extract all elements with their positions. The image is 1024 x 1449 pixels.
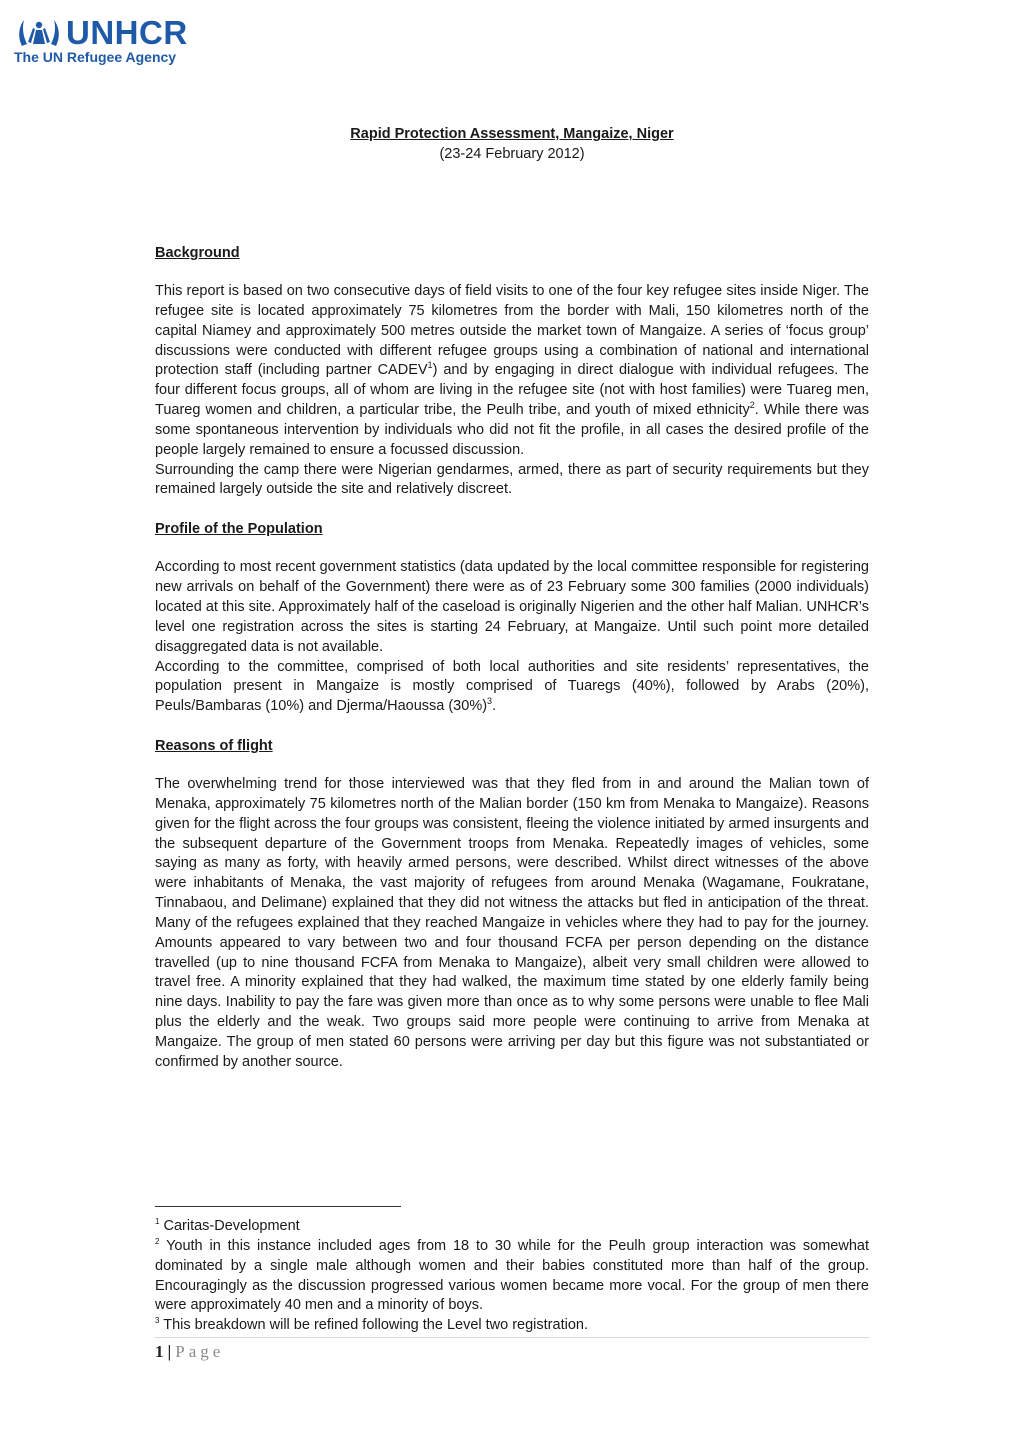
section-profile — [155, 558, 869, 717]
reasons-paragraph-1: The overwhelming trend for those interviewed was that they fled from in and around the Malian town of Menaka, approximately 75 kilometres north of the Malian border (150 km from Menaka to Mangaize). Reasons given for the flight across the four groups was consistent, fleeing the violence initiated by armed insurgents and the subsequent departure of the Government troops from Menaka. Repeatedly images of vehicles, some saying as many as forty, with heavily armed persons, were described. Whilst direct witnesses of the above were inhabitants of Menaka, the vast majority of refugees from around Menaka (Wagamane, Foukratane, Tinnabaou, and Delimane) explained that they did not witness the attacks but fled in anticipation of the threat. Many of the refugees explained that they reached Mangaize in vehicles where they had to pay for the journey. Amounts appeared to vary between two and four thousand FCFA per person depending on the distance travelled (up to nine thousand FCFA from Menaka to Mangaize), albeit very small children were allowed to travel free. A minority explained that they had walked, the maximum time stated by one elderly family being nine days. Inability to pay the fare was given more than once as to why some persons were unable to flee Mali plus the elderly and the weak. Two groups said more people were continuing to arrive from Menaka at Mangaize. The group of men stated 60 persons were arriving per day but this figure was not substantiated or confirmed by another source. — [155, 776, 869, 1070]
background-paragraph-1 — [155, 282, 869, 461]
unhcr-logo — [8, 10, 198, 66]
document-body — [155, 124, 869, 1073]
footnote-text: Youth in this instance included ages from 18 to 30 while for the Peulh group interaction was somewhat dominated by a single male although women and their babies constituted more than half of the group. Encouragingly as the discussion progressed various women became more vocal. For the group of men there were approximately 40 men and a minority of boys. — [155, 1237, 869, 1314]
heading-reasons: Reasons of flight — [155, 738, 273, 755]
footnote-text: Caritas-Development — [163, 1218, 300, 1234]
unhcr-emblem-icon — [16, 16, 62, 48]
footnotes — [155, 1217, 869, 1336]
page-separator: | — [167, 1342, 172, 1361]
footnote-2 — [155, 1237, 869, 1316]
footnote-ref-1[interactable]: 1 — [427, 360, 433, 371]
heading-background: Background — [155, 245, 240, 261]
profile-paragraph-2 — [155, 658, 869, 718]
footnote-divider — [155, 1206, 401, 1207]
heading-profile: Profile of the Population — [155, 521, 323, 538]
footnote-text: This breakdown will be refined following the Level two registration. — [163, 1317, 588, 1334]
footnote-number: 3 — [155, 1316, 160, 1326]
section-reasons — [155, 775, 869, 1073]
background-paragraph-2: Surrounding the camp there were Nigerian gendarmes, armed, there as part of security requirements but they remained largely outside the site and relatively discreet. — [155, 461, 869, 498]
profile-paragraph-1: According to most recent government statistics (data updated by the local committee responsible for registering new arrivals on behalf of the Government) there were as of 23 February some 300 families (2000 individuals) located at this site. Approximately half of the caseload is originally Nigerien and the other half Malian. UNHCR’s level one registration across the sites is starting 24 February, at Mangaize. Until such point more detailed disaggregated data is not available. — [155, 559, 869, 655]
footnote-1 — [155, 1217, 869, 1237]
footnote-3 — [155, 1316, 869, 1336]
profile-text-2b: . — [492, 698, 497, 715]
background-text-1b: ) and by engaging in direct dialogue with individual refugees. The four different focus groups, all of whom are living in the refugee site (not with host families) were Tuareg men, Tuareg women and children, a particular tribe, the Peulh tribe, and youth of mixed ethnicity — [155, 362, 869, 419]
background-text-1a: This report is based on two consecutive days of field visits to one of the four key refugee sites inside Niger. The refugee site is located approximately 75 kilometres from the border with Mali, 150 kilometres north of the capital Niamey and approximately 500 metres outside the market town of Mangaize. A series of ‘focus group’ discussions were conducted with different refugee groups using a combination of national and international protection staff (including partner CADEV — [155, 283, 869, 379]
background-text-1c: . While there was some spontaneous intervention by individuals who did not fit the profile, in all cases the desired profile of the people largely remained to ensure a focussed discussion. — [155, 402, 869, 458]
page-footer — [155, 1342, 224, 1362]
footnote-number: 2 — [155, 1237, 160, 1247]
document-title: Rapid Protection Assessment, Mangaize, Niger — [350, 126, 674, 142]
document-date: (23-24 February 2012) — [439, 146, 585, 162]
logo-wordmark: UNHCR — [66, 14, 188, 51]
section-background — [155, 282, 869, 500]
profile-text-2a: According to the committee, comprised of both local authorities and site residents’ representatives, the population present in Mangaize is mostly comprised of Tuaregs (40%), followed by Arabs (20%), Peuls/Bambaras (10%) and Djerma/Haoussa (30%) — [155, 658, 869, 715]
logo-subtitle: The UN Refugee Agency — [14, 49, 177, 65]
footnote-ref-2[interactable]: 2 — [749, 400, 755, 411]
footnote-number: 1 — [155, 1217, 160, 1227]
footnote-ref-3[interactable]: 3 — [487, 696, 493, 707]
footer-divider — [155, 1337, 869, 1338]
page-label: Page — [175, 1342, 225, 1361]
page-number: 1 — [155, 1342, 164, 1361]
